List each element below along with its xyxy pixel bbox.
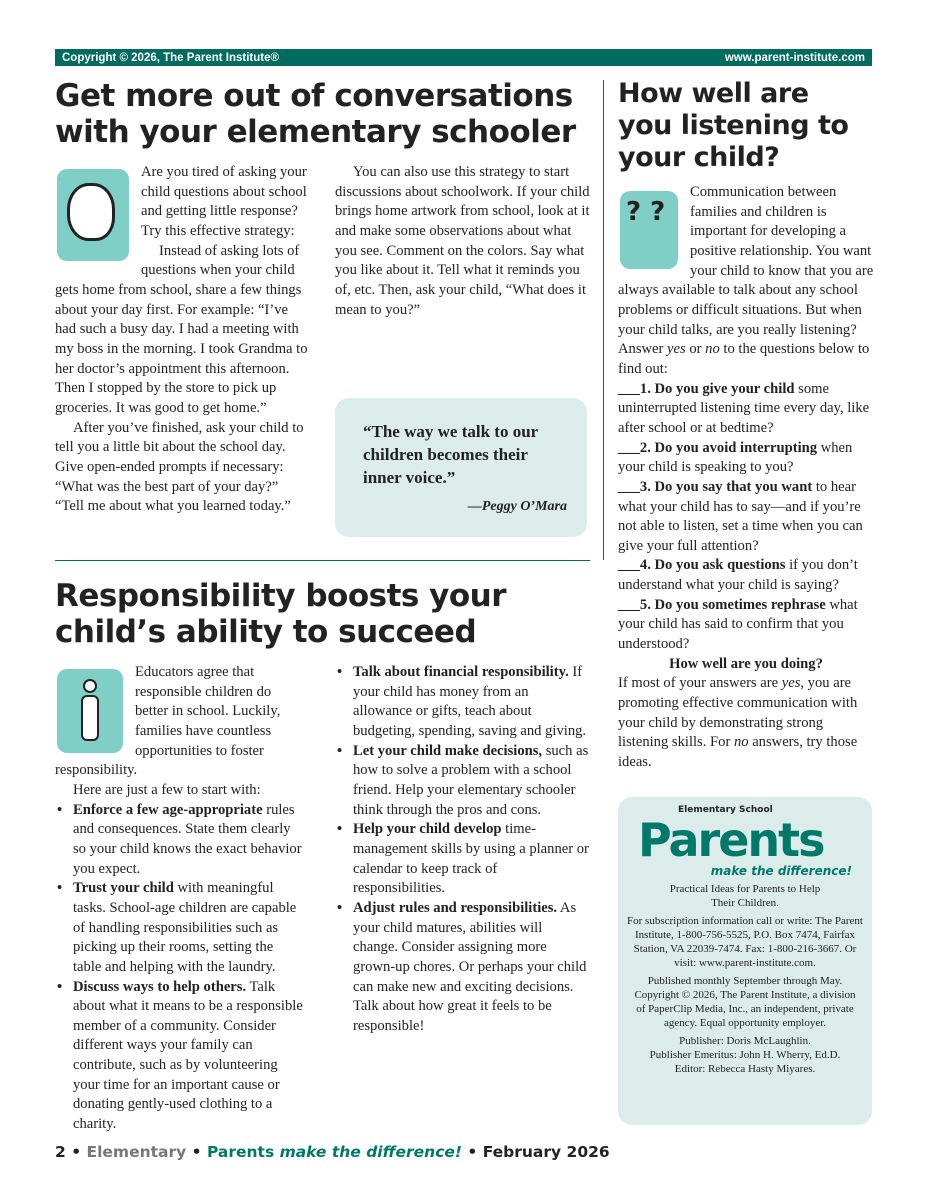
list-item: • Help your child develop time-management skills by using a planner or calendar to keep track of responsibilities. (335, 820, 590, 899)
quote-text: “The way we talk to our children becomes their inner voice.” (363, 422, 538, 487)
question-marks-icon: ? ? (620, 191, 678, 269)
quote-box (335, 398, 587, 537)
publisher-info-box: Elementary School Parents make the difference! Practical Ideas for Parents to Help Their Children. For subscription information call or write: The Parent Institute, 1-800-756-5525, P.O. Box 7474, Fairfax Station, VA 22039-7474. Fax: 1-800-216-3667. Or visit: www.parent-institute.com. Published monthly September through May. Copyright © 2026, The Parent Institute, a division of PaperClip Media, Inc., an independent, private agency. Equal opportunity employer. Publisher: Doris McLaughlin. Publisher Emeritus: John H. Wherry, Ed.D. Editor: Rebecca Hasty Miyares. (618, 797, 872, 1125)
article2-col1: Educators agree that responsible children do better in school. Luckily, families have countless opportunities to foster responsibility. Here are just a few to start with: • Enforce a few age-appropriate rules and consequences. State them clearly so your child knows the exact behavior you expect. • Trust your child with meaningful tasks. School-age children are capable of handling responsibilities such as picking up their rooms, setting the table and helping with the laundry. • Discuss ways to help others. Talk about what it means to be a responsible member of a community. Consider different ways your family can contribute, such as by volunteering your time for an important cause or donating gently-used clothing to a charity. (55, 663, 305, 1135)
header-bar (55, 49, 872, 66)
question-1: ___1. Do you give your child some uninterrupted listening time every day, like after school or at bedtime? (618, 380, 870, 436)
article-title-responsibility: Responsibility boosts your child’s ability to succeed (55, 578, 507, 650)
list-item: • Trust your child with meaningful tasks. School-age children are capable of handling responsibilities such as picking up their rooms, setting the table and helping with the laundry. (55, 879, 305, 977)
parents-logo: Elementary School Parents make the difference! (638, 805, 852, 878)
copyright: Copyright © 2026, The Parent Institute® (62, 51, 279, 64)
article-title-conversations: Get more out of conversations with your elementary schooler (55, 78, 576, 150)
tips-list (55, 801, 305, 1135)
column-divider (603, 80, 604, 560)
question-5: ___5. Do you sometimes rephrase what your child has said to confirm that you understood? (618, 596, 858, 653)
page-footer: 2 • Elementary • Parents make the difference! • February 2026 (55, 1143, 610, 1161)
list-item: • Enforce a few age-appropriate rules and consequences. State them clearly so your child knows the exact behavior you expect. (55, 801, 305, 880)
list-item: • Adjust rules and responsibilities. As your child matures, abilities will change. Consider assigning more grown-up chores. Or perhaps your child can make new and exciting decisions. Talk about how great it feels to be responsible! (335, 899, 590, 1037)
question-2: ___2. Do you avoid interrupting when your child is speaking to you? (618, 439, 853, 476)
list-item: • Discuss ways to help others. Talk about what it means to be a responsible member of a community. Consider different ways your family can contribute, such as by volunteering your time for an important cause or donating gently-used clothing to a charity. (55, 978, 305, 1135)
raised-hand-icon (57, 669, 123, 753)
score-text: If most of your answers are yes, you are promoting effective communication with your child by demonstrating strong listening skills. For no answers, try those ideas. (618, 675, 858, 771)
question-4: ___4. Do you ask questions if you don’t understand what your child is saying? (618, 557, 858, 594)
list-item: • Talk about financial responsibility. If your child has money from an allowance or gifts, teach about budgeting, spending, saving and giving. (335, 663, 590, 742)
article1-body: Are you tired of asking your child questions about school and getting little response? Try this effective strategy: Instead of asking lots of questions when your child gets home from school, share a few things about your day first. For example: “I’ve had such a busy day. I had a meeting with my boss in the morning. I took Grandma to her doctor’s appointment this afternoon. Then I stopped by the store to pick up groceries. It was good to get home.” After you’ve finished, ask your child to tell you a little bit about the school day. Give open-ended prompts if necessary: “What was the best part of your day?” “Tell me about what you learned today.” You can also use this strategy to start discussions about schoolwork. If your child brings home artwork from school, look at it and make some observations about what you see. Comment on the colors. Say what you like about it. Tell what it reminds you of, etc. Then, ask your child, “What does it mean to you?” (55, 164, 590, 515)
article-title-listening: How well are you listening to your child? (618, 78, 849, 173)
score-heading: How well are you doing? (669, 655, 823, 672)
speech-bubble-icon (57, 169, 129, 261)
website: www.parent-institute.com (724, 51, 865, 64)
list-item: • Let your child make decisions, such as how to solve a problem with a school friend. Help your elementary schooler think through the pros and cons. (335, 742, 590, 821)
section-divider (55, 560, 590, 561)
article2-col2 (335, 663, 590, 1036)
quote-author: —Peggy O’Mara (467, 499, 567, 514)
article3-body: ? ? Communication between families and children is important for developing a positive relationship. You want your child to know that you are always available to talk about any school problems or difficult situations. But when your child talks, are you really listening? Answer yes or no to the questions below to find out: ___1. Do you give your child some uninterrupted listening time every day, like after school or at bedtime? ___2. Do you avoid interrupting when your child is speaking to you? ___3. Do you say that you want to hear what your child has to say—and if you’re not able to listen, set a time when you can give your full attention? ___4. Do you ask questions if you don’t understand what your child is saying? ___5. Do you sometimes rephrase what your child has said to confirm that you understood? How well are you doing? If most of your answers are yes, you are promoting effective communication with your child by demonstrating strong listening skills. For no answers, try those ideas. (618, 183, 874, 773)
question-3: ___3. Do you say that you want to hear what your child has to say—and if you’re not able to listen, set a time when you can give your full attention? (618, 478, 863, 554)
